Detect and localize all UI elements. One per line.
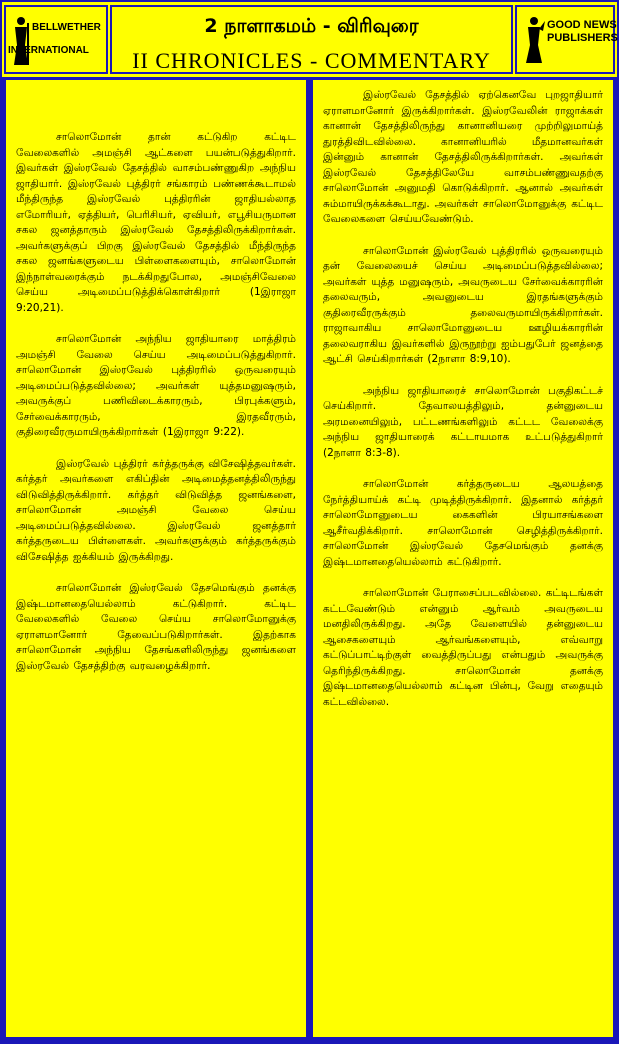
left-column (6, 80, 306, 1037)
bellwether-logo (4, 5, 108, 74)
right-column (313, 80, 613, 1037)
title-tamil: 2 நாளாகமம் - விரிவுரை (204, 15, 419, 37)
messenger-icon (523, 15, 545, 65)
paragraph: இஸ்ரவேல் தேசத்தில் ஏற்கெனவே புறஜாதியார் ஏராளமானோர் இருக்கிறார்கள். இஸ்ரவேலின் ராஜாக்கள் கானான் தேசத்திலிருந்து கானானியரை முற்றிலுமாய்த் துரத்திவிடவில்லை. கானானியரில் மீதமானவர்கள் இன்னும் கானான் தேசத்திலிருக்கிறார்கள். அவர்கள் இஸ்ரவேல் தேசத்திலேயே வாசம்பண்ணுவதற்கு சாலொமோன் அனுமதி கொடுக்கிறார். ஆனால் அவர்கள் சும்மாயிருக்கக்கூடாது. அவர்கள் சாலொமோனுக்கு கட்டிட வேலைகளை செய்யவேண்டும். (323, 89, 603, 225)
logo-right-text (547, 19, 618, 45)
logo-right-line1: GOOD NEWS (547, 19, 617, 31)
logo-left-line2: INTERNATIONAL (8, 45, 89, 56)
logo-left-text (8, 21, 101, 57)
shepherd-ram-icon (12, 15, 30, 67)
paragraph: இஸ்ரவேல் புத்திரர் கர்த்தருக்கு விசேஷித்தவர்கள். கர்த்தர் அவர்களை எகிப்தின் அடிமைத்தனத்திலிருந்து விடுவித்திருக்கிறார். கர்த்தர் விடுவித்த ஜனங்களை, சாலொமோன் அமஞ்சி வேலை செய்ய அடிமைப்படுத்தவில்லை. இஸ்ரவேல் ஜனத்தார் கர்த்தருடைய பிள்ளைகள். அவர்களுக்கும் கர்த்தருக்கும் விசேஷித்த ஐக்கியம் இருக்கிறது. (16, 457, 296, 563)
good-news-logo (515, 5, 618, 74)
logo-left-line1: BELLWETHER (32, 22, 101, 33)
header (2, 2, 617, 77)
paragraph: சாலொமோன் தான் கட்டுகிற கட்டிட வேலைகளில் அமஞ்சி ஆட்களை பயன்படுத்துகிறார். இவர்கள் இஸ்ரவேல் தேசத்தில் வாசம்பண்ணுகிற அந்நிய ஜாதியார். இஸ்ரவேல் புத்திரர் சங்காரம் பண்ணக்கூடாமல் மீந்திருந்த இஸ்ரவேல் புத்திரரின் ஜாதியல்லாத எமோரியர், ஏத்தியர், பெரிசியர், ஏவியர், எபூசியருமான சகல ஜனத்தாரும் இஸ்ரவேல் தேசத்திலிருக்கிறார்கள். அவர்களுக்குப் பிறகு இஸ்ரவேல் தேசத்தில் மீந்திருந்த சகல ஜனங்களுடைய பிள்ளைகளையும், சாலொமோன் இந்நாள்வரைக்கும் நடக்கிறதுபோல, அமஞ்சிவேலை செய்ய அடிமைப்படுத்திக்கொள்கிறார் (1இராஜா 9:20,21). (16, 131, 296, 314)
paragraph: சாலொமோன் இஸ்ரவேல் புத்திரரில் ஒருவரையும் தன் வேலையைச் செய்ய அடிமைப்படுத்தவில்லை; அவர்கள் யுத்த மனுஷரும், அவருடைய சேர்வைக்காரரின் தலைவரும், அவனுடைய இரதங்களுக்கும் குதிரைவீரருக்கும் தலைவருமாயிருக்கிறார்கள். ராஜாவாகிய சாலொமோனுடைய ஊழியக்காரரின் தலைவராகிய இவர்களில் இருநூற்று ஐம்பதுபேர் ஜனத்தை ஆட்சி செய்கிறார்கள் (2நாளா 8:9,10). (323, 244, 603, 365)
paragraph: அந்நிய ஜாதியாரைச் சாலொமோன் பகுதிகட்டச் செய்கிறார். தேவாலயத்திலும், தன்னுடைய அரமனையிலும், பட்டணங்களிலும் கட்டட வேலைக்கு அந்நிய ஜாதியாரைக் கட்டாயமாக உட்படுத்துகிறார் (2நாளா 8:3-8). (323, 384, 603, 459)
paragraph: சாலொமோன் அந்நிய ஜாதியாரை மாத்திரம் அமஞ்சி வேலை செய்ய அடிமைப்படுத்துகிறார். சாலொமோன் இஸ்ரவேல் புத்திரரில் ஒருவரையும் அடிமைப்படுத்தவில்லை; அவர்கள் யுத்தமனுஷரும், அவருக்குப் பணிவிடைக்காரரும், பிரபுக்களும், சேர்வைக்காரரும், இரதவீரரும், குதிரைவீரருமாயிருக்கிறார்கள் (1இராஜா 9:22). (16, 333, 296, 438)
title-english: II CHRONICLES - COMMENTARY (132, 48, 491, 73)
paragraph: சாலொமோன் இஸ்ரவேல் தேசமெங்கும் தனக்கு இஷ்டமானதையெல்லாம் கட்டுகிறார். கட்டிட வேலைகளில் வேலை செய்ய சாலொமோனுக்கு ஏராளமானோர் தேவைப்படுகிறார்கள். இதற்காக சாலொமோன் அந்நிய தேசங்களிலிருந்து ஜனங்களை இஸ்ரவேல் தேசத்திற்கு வரவழைக்கிறார். (16, 582, 296, 672)
logo-right-line2: PUBLISHERS (547, 32, 618, 44)
paragraph: சாலொமோன் பேராசைப்படவில்லை. கட்டிடங்கள் கட்டவேண்டும் என்னும் ஆர்வம் அவருடைய மனதிலிருக்கிறது. அதே வேளையில் தன்னுடைய ஆசைகளையும் ஆர்வங்களையும், எவ்வாறு கட்டுப்பாட்டிற்குள் வைத்திருப்பது என்பதும் அவருக்கு தெரிந்திருக்கிறது. சாலொமோன் தனக்கு இஷ்டமானதையெல்லாம் கட்டின பின்பு, வேறு எதையும் கட்டவில்லை. (323, 587, 603, 708)
title-box (110, 5, 513, 74)
paragraph: சாலொமோன் கர்த்தருடைய ஆலயத்தை நேர்த்தியாய்க் கட்டி முடித்திருக்கிறார். இதனால் கர்த்தர் சாலொமோனுடைய கைகளின் பிரயாசங்களை ஆசீர்வதிக்கிறார். சாலொமோன் செழித்திருக்கிறார். சாலொமோன் இஸ்ரவேல் தேசமெங்கும் தனக்கு இஷ்டமானதையெல்லாம் கட்டுகிறார். (323, 478, 603, 568)
